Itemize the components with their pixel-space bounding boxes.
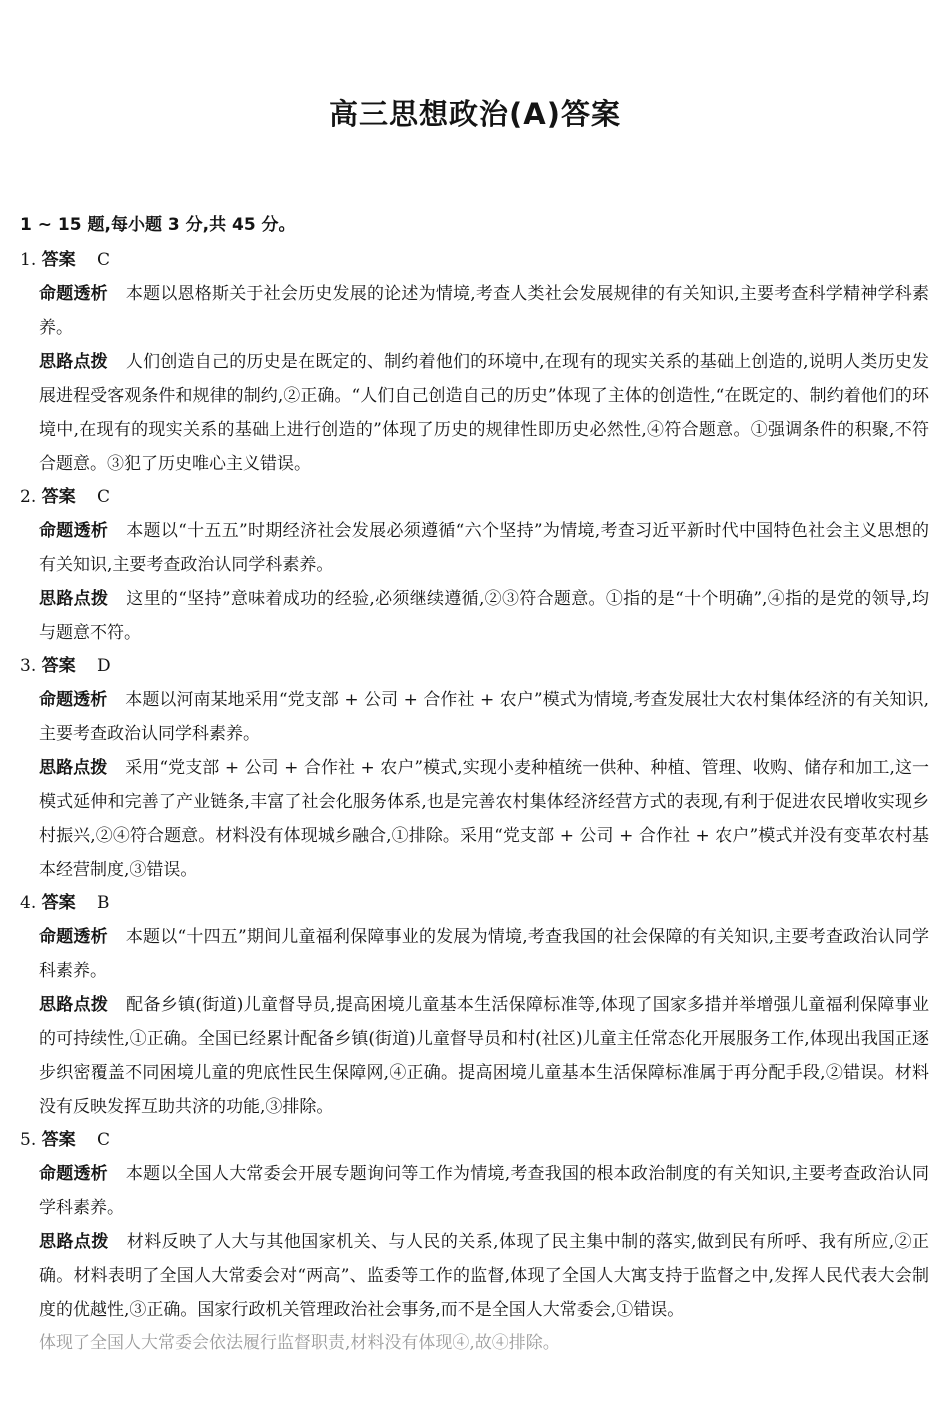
reasoning-text: 材料反映了人大与其他国家机关、与人民的关系,体现了民主集中制的落实,做到民有所呼、我有所应,②正确。材料表明了全国人大常委会对“两高”、监委等工作的监督,体现了全国人大寓支持于监督之中,发挥人民代表大会制度的优越性,③正确。国家行政机关管理政治社会事务,而不是全国人大常委会,①错误。 [39,1232,930,1320]
reasoning-tag: 思路点拨 [39,995,109,1015]
question-number: 1. [20,250,37,270]
cutoff-line: 体现了全国人大常委会依法履行监督职责,材料没有体现④,故④排除。 [39,1333,560,1353]
intent-tag: 命题透析 [39,521,109,541]
question-4-reasoning [39,988,929,1124]
question-3-reasoning [39,751,929,887]
answer-value: D [97,656,111,676]
intent-text: 本题以“十四五”期间儿童福利保障事业的发展为情境,考查我国的社会保障的有关知识,主要考查政治认同学科素养。 [39,927,930,981]
question-2-header [20,480,110,514]
question-1-intent [39,277,929,345]
intent-tag: 命题透析 [39,1164,108,1184]
question-2-reasoning [39,582,929,650]
answer-label: 答案 [41,487,76,507]
question-5-reasoning [39,1225,929,1327]
intent-text: 本题以恩格斯关于社会历史发展的论述为情境,考查人类社会发展规律的有关知识,主要考查科学精神学科素养。 [39,284,930,338]
question-5-header [20,1123,110,1157]
question-5-intent [39,1157,929,1225]
intent-tag: 命题透析 [39,284,108,304]
page-title: 高三思想政治(A)答案 [329,97,621,131]
intent-text: 本题以河南某地采用“党支部 + 公司 + 合作社 + 农户”模式为情境,考查发展壮大农村集体经济的有关知识,主要考查政治认同学科素养。 [39,690,930,744]
question-3-header [20,649,111,683]
answer-label: 答案 [41,1130,76,1150]
reasoning-text: 人们创造自己的历史是在既定的、制约着他们的环境中,在现有的现实关系的基础上创造的,说明人类历史发展进程受客观条件和规律的制约,②正确。“人们自己创造自己的历史”体现了主体的创造性,“在既定的、制约着他们的环境中,在现有的现实关系的基础上进行创造的”体现了历史的规律性即历史必然性,④符合题意。①强调条件的积聚,不符合题意。③犯了历史唯心主义错误。 [39,352,930,474]
intent-text: 本题以全国人大常委会开展专题询问等工作为情境,考查我国的根本政治制度的有关知识,主要考查政治认同学科素养。 [39,1164,930,1218]
question-3-intent [39,683,929,751]
intent-tag: 命题透析 [39,690,108,710]
answer-label: 答案 [41,656,76,676]
answer-label: 答案 [41,893,76,913]
answer-value: B [97,893,110,913]
reasoning-text: 配备乡镇(街道)儿童督导员,提高困境儿童基本生活保障标准等,体现了国家多措并举增强儿童福利保障事业的可持续性,①正确。全国已经累计配备乡镇(街道)儿童督导员和村(社区)儿童主任常态化开展服务工作,体现出我国正逐步织密覆盖不同困境儿童的兜底性民生保障网,④正确。提高困境儿童基本生活保障标准属于再分配手段,②错误。材料没有反映发挥互助共济的功能,③排除。 [39,995,930,1117]
question-4-header [20,886,110,920]
question-1-reasoning [39,345,929,481]
answer-label: 答案 [41,250,76,270]
question-number: 5. [20,1130,37,1150]
question-number: 3. [20,656,37,676]
question-number: 2. [20,487,37,507]
section-intro: 1 ~ 15 题,每小题 3 分,共 45 分。 [20,215,296,235]
question-2-intent [39,514,929,582]
question-4-intent [39,920,929,988]
intent-text: 本题以“十五五”时期经济社会发展必须遵循“六个坚持”为情境,考查习近平新时代中国特色社会主义思想的有关知识,主要考查政治认同学科素养。 [39,521,929,575]
question-number: 4. [20,893,37,913]
intent-tag: 命题透析 [39,927,108,947]
reasoning-tag: 思路点拨 [39,352,108,372]
answer-value: C [97,250,111,270]
reasoning-text: 这里的“坚持”意味着成功的经验,必须继续遵循,②③符合题意。①指的是“十个明确”,④指的是党的领导,均与题意不符。 [39,589,929,643]
reasoning-tag: 思路点拨 [39,589,109,609]
reasoning-tag: 思路点拨 [39,758,108,778]
answer-value: C [97,1130,111,1150]
answer-value: C [97,487,111,507]
reasoning-tag: 思路点拨 [39,1232,109,1252]
reasoning-text: 采用“党支部 + 公司 + 合作社 + 农户”模式,实现小麦种植统一供种、种植、管理、收购、储存和加工,这一模式延伸和完善了产业链条,丰富了社会化服务体系,也是完善农村集体经济经营方式的表现,有利于促进农民增收实现乡村振兴,②④符合题意。材料没有体现城乡融合,①排除。采用“党支部 + 公司 + 合作社 + 农户”模式并没有变革农村基本经营制度,③错误。 [39,758,930,880]
question-1-header [20,243,110,277]
